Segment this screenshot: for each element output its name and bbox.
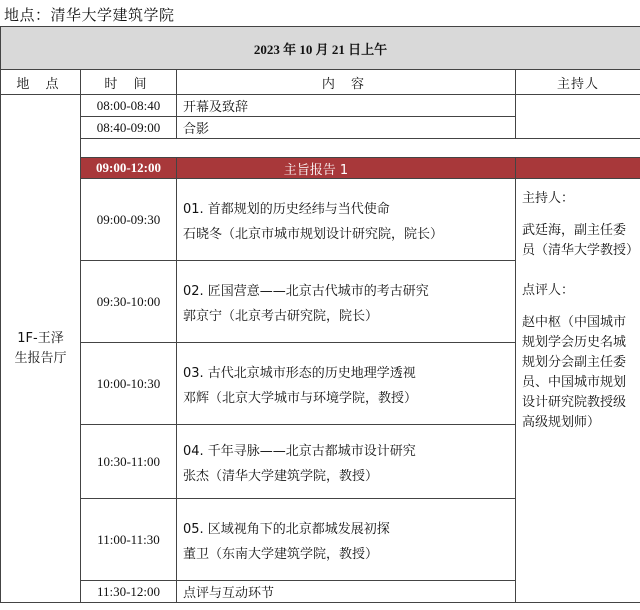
content-cell: 点评与互动环节 xyxy=(177,581,516,603)
talk-time: 10:30-11:00 xyxy=(81,425,177,499)
gap-cell xyxy=(81,139,640,158)
venue-cell: 1F-王泽生报告厅 xyxy=(1,95,81,603)
talk-time: 11:00-11:30 xyxy=(81,499,177,581)
talk-speaker: 郭京宁（北京考古研究院，院长） xyxy=(183,308,379,324)
host-empty-cell xyxy=(516,95,640,139)
time-cell: 08:00-08:40 xyxy=(81,95,177,117)
talk-title: 05. 区域视角下的北京都城发展初探 xyxy=(183,521,390,537)
talk-content xyxy=(177,499,516,581)
talk-speaker: 邓辉（北京大学城市与环境学院，教授） xyxy=(183,390,418,406)
content-header: 内 容 xyxy=(177,70,516,95)
location-text: 地点：清华大学建筑学院 xyxy=(4,6,175,24)
date-cell: 2023 年 10 月 21 日上午 xyxy=(1,27,640,70)
host-cell xyxy=(516,179,640,603)
talk-speaker: 石晓冬（北京市城市规划设计研究院，院长） xyxy=(183,226,444,242)
session-time: 09:00-12:00 xyxy=(81,158,177,179)
schedule-table xyxy=(0,26,640,603)
talk-content xyxy=(177,179,516,261)
host-name: 武廷海，副主任委员（清华大学教授） xyxy=(522,223,640,258)
talk-row xyxy=(1,179,640,261)
time-cell: 11:30-12:00 xyxy=(81,581,177,603)
content-cell: 开幕及致辞 xyxy=(177,95,516,117)
header-row xyxy=(1,70,640,95)
talk-time: 10:00-10:30 xyxy=(81,343,177,425)
talk-time: 09:30-10:00 xyxy=(81,261,177,343)
talk-title: 03. 古代北京城市形态的历史地理学透视 xyxy=(183,365,416,381)
review-label: 点评人： xyxy=(522,283,575,298)
time-header: 时 间 xyxy=(81,70,177,95)
date-row xyxy=(1,27,640,70)
content-cell: 合影 xyxy=(177,117,516,139)
time-cell: 08:40-09:00 xyxy=(81,117,177,139)
talk-content xyxy=(177,343,516,425)
talk-title: 01. 首都规划的历史经纬与当代使命 xyxy=(183,201,390,217)
table-row xyxy=(1,95,640,117)
session-host-cell xyxy=(516,158,640,179)
talk-content xyxy=(177,425,516,499)
session-row xyxy=(1,158,640,179)
review-name: 赵中枢（中国城市规划学会历史名城规划分会副主任委员、中国城市规划设计研究院教授级高级规划师） xyxy=(522,315,627,430)
host-header: 主持人 xyxy=(516,70,640,95)
talk-speaker: 董卫（东南大学建筑学院，教授） xyxy=(183,546,379,562)
talk-time: 09:00-09:30 xyxy=(81,179,177,261)
host-label: 主持人： xyxy=(522,191,575,206)
session-title: 主旨报告 1 xyxy=(177,158,516,179)
talk-content xyxy=(177,261,516,343)
talk-title: 02. 匠国营意——北京古代城市的考古研究 xyxy=(183,283,429,299)
venue-header: 地 点 xyxy=(1,70,81,95)
talk-title: 04. 千年寻脉——北京古都城市设计研究 xyxy=(183,443,416,459)
talk-speaker: 张杰（清华大学建筑学院，教授） xyxy=(183,468,379,484)
gap-row xyxy=(1,139,640,158)
